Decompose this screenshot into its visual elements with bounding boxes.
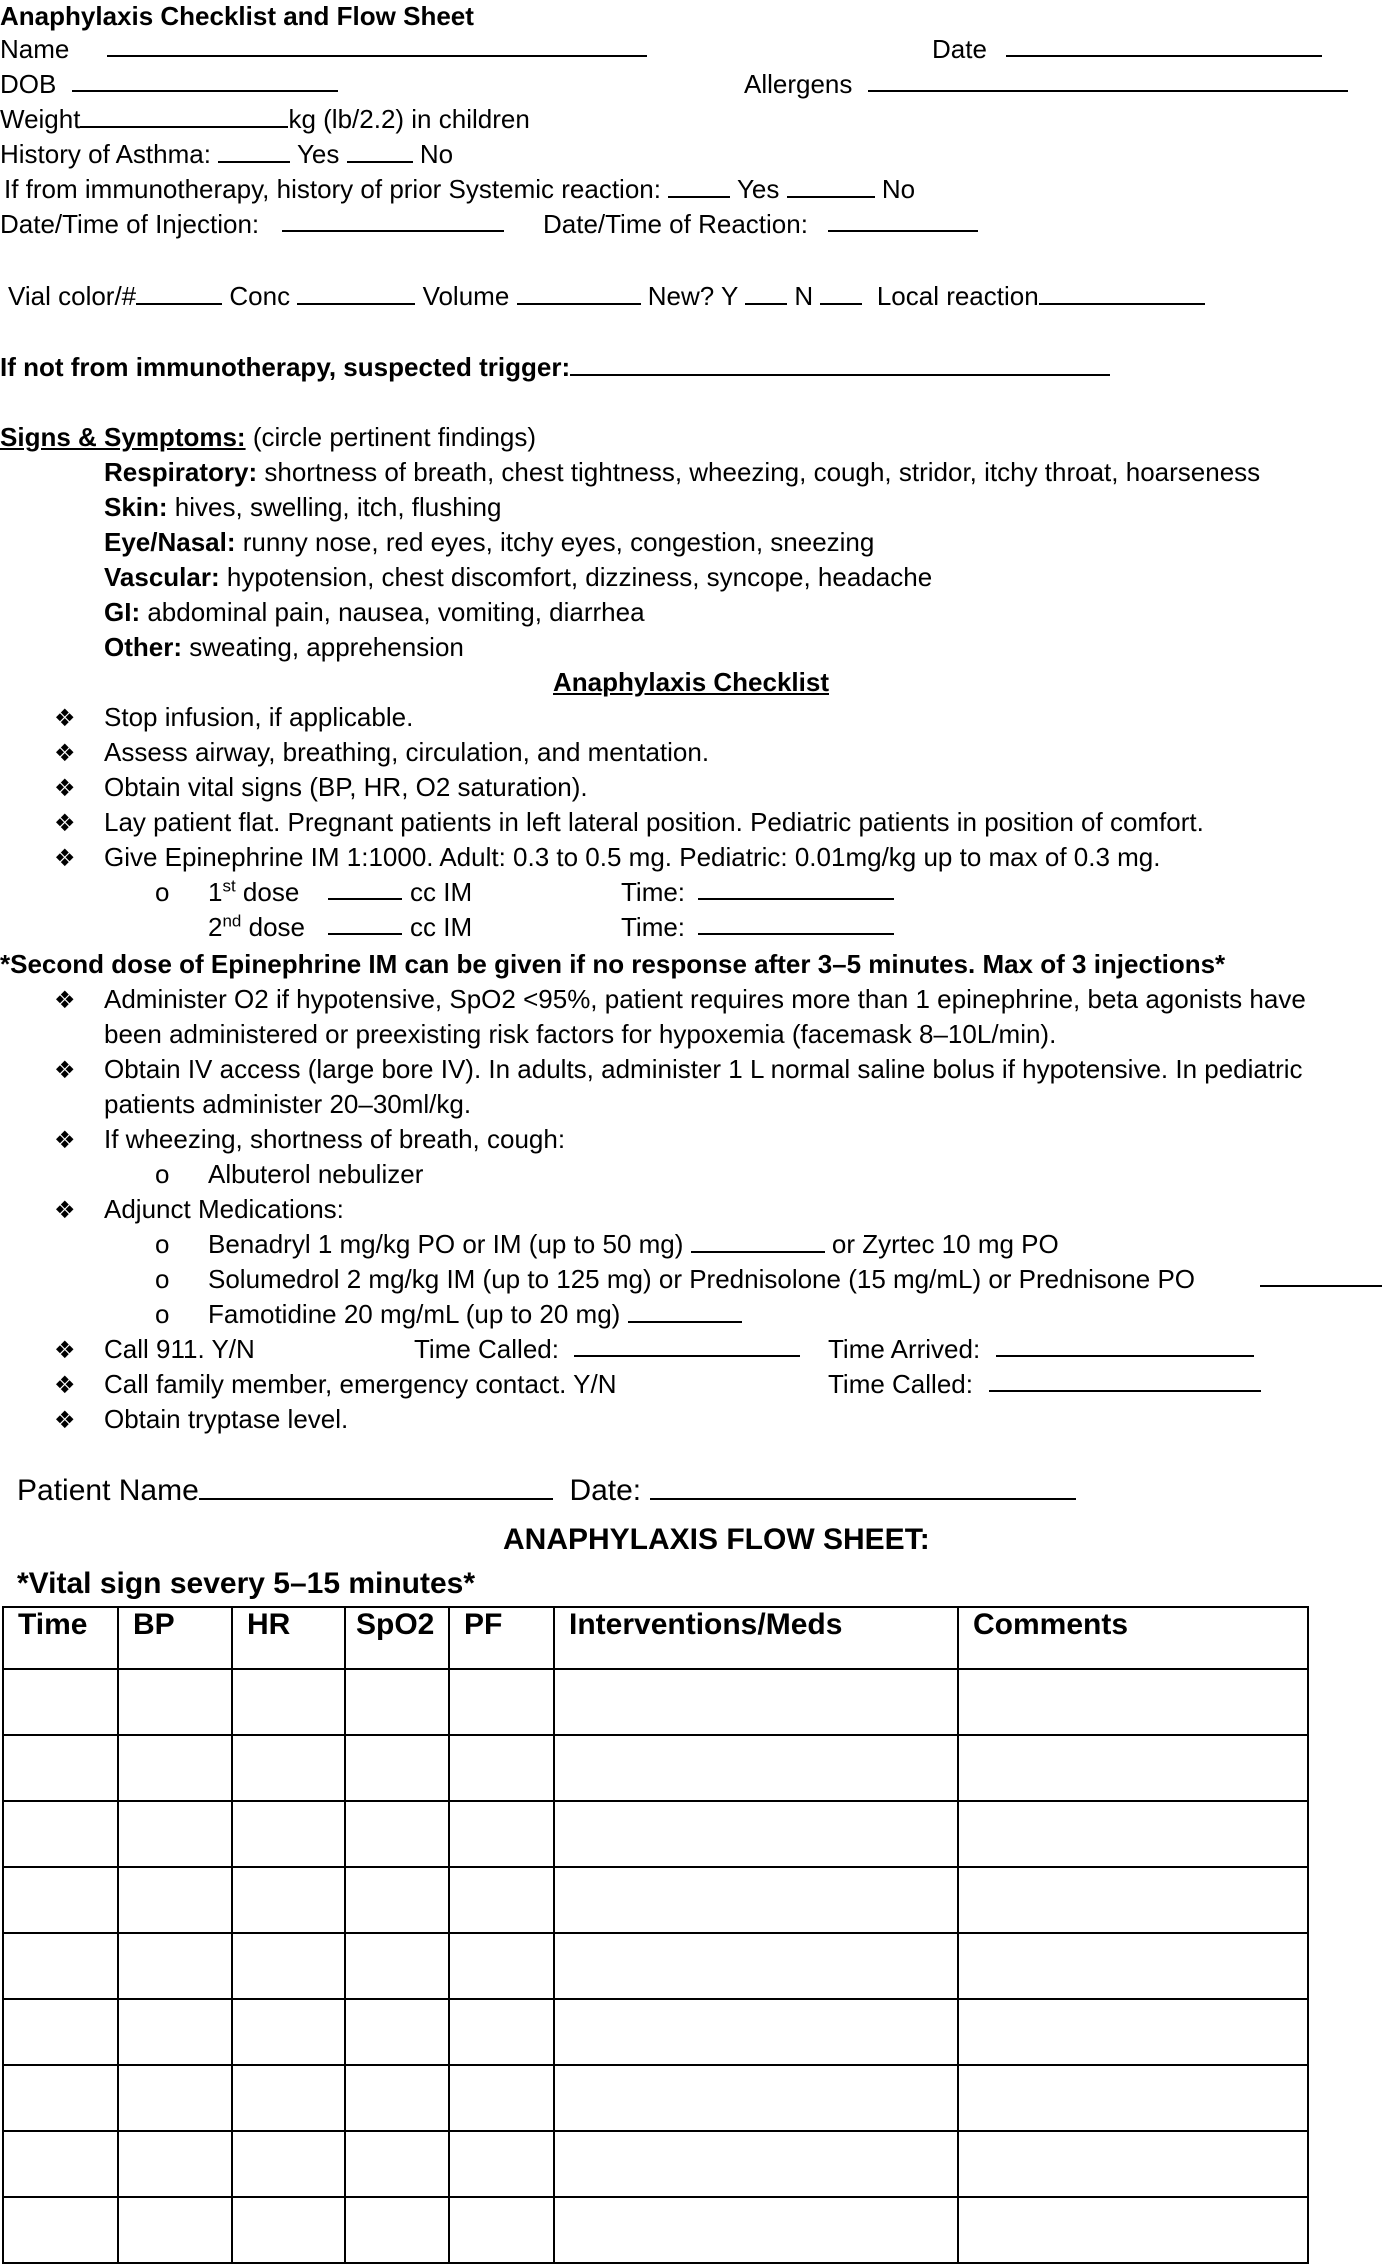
immuno-label: If from immunotherapy, history of prior Systemic reaction:	[4, 174, 661, 204]
table-cell[interactable]	[118, 1801, 232, 1867]
table-cell[interactable]	[554, 2197, 958, 2263]
table-cell[interactable]	[3, 1867, 118, 1933]
table-row	[3, 1933, 1308, 1999]
signs-heading-row	[0, 421, 536, 453]
flow-sheet-table	[2, 1606, 1309, 2264]
sub-bullet-icon: o	[155, 1264, 170, 1294]
checklist-vital-signs: Obtain vital signs (BP, HR, O2 saturation).	[104, 772, 588, 802]
table-row	[3, 1735, 1308, 1801]
dose2-time-label: Time:	[621, 912, 686, 942]
immuno-row	[4, 173, 915, 205]
call911-time-called-field[interactable]	[574, 1333, 800, 1357]
checklist-iv-line2: patients administer 20–30ml/kg.	[104, 1089, 472, 1119]
family-contact-label: Call family member, emergency contact. Y/N	[104, 1369, 617, 1399]
bullet-icon: ❖	[54, 1057, 76, 1084]
symptom-gi[interactable]: GI: abdominal pain, nausea, vomiting, diarrhea	[104, 597, 645, 627]
table-cell[interactable]	[958, 1933, 1308, 1999]
patient-name-row	[17, 1472, 1076, 1509]
checklist-epinephrine: Give Epinephrine IM 1:1000. Adult: 0.3 to 0.5 mg. Pediatric: 0.01mg/kg up to max of 0.3 mg.	[104, 842, 1161, 872]
asthma-row	[0, 138, 453, 170]
immuno-no-label: No	[881, 174, 916, 204]
local-reaction-field[interactable]	[1039, 281, 1205, 305]
immuno-yes-field[interactable]	[668, 174, 730, 198]
table-cell[interactable]	[3, 1933, 118, 1999]
table-cell[interactable]	[345, 1999, 449, 2065]
table-cell[interactable]	[3, 1735, 118, 1801]
benadryl-field[interactable]	[691, 1229, 825, 1253]
reaction-field[interactable]	[828, 208, 978, 232]
flow-sheet-heading: ANAPHYLAXIS FLOW SHEET:	[503, 1523, 930, 1556]
table-cell[interactable]	[345, 1735, 449, 1801]
bullet-icon: ❖	[54, 1127, 76, 1154]
date-label: Date	[932, 34, 987, 64]
new-yes-field[interactable]	[745, 281, 787, 305]
table-cell[interactable]	[118, 1999, 232, 2065]
table-row	[3, 1867, 1308, 1933]
table-cell[interactable]	[345, 2197, 449, 2263]
table-cell[interactable]	[554, 1669, 958, 1735]
sub-bullet-icon: o	[155, 1159, 170, 1189]
table-cell[interactable]	[449, 1669, 554, 1735]
flow-date-field[interactable]	[650, 1472, 1076, 1500]
name-row	[0, 33, 69, 65]
sub-bullet-icon: o	[155, 877, 170, 907]
trigger-label: If not from immunotherapy, suspected trigger:	[0, 352, 571, 382]
table-cell[interactable]	[118, 1735, 232, 1801]
time-arrived-label: Time Arrived:	[828, 1334, 981, 1364]
conc-field[interactable]	[297, 281, 415, 305]
solumedrol-field[interactable]	[1260, 1263, 1382, 1287]
signs-note: (circle pertinent findings)	[245, 422, 537, 452]
table-cell[interactable]	[554, 2131, 958, 2197]
volume-label: Volume	[422, 281, 510, 311]
dose1-label: 1st dose	[208, 876, 300, 907]
dose1-time-field[interactable]	[698, 876, 894, 900]
famotidine-row	[208, 1298, 742, 1330]
second-dose-note: *Second dose of Epinephrine IM can be given if no response after 3–5 minutes. Max of 3 injections*	[0, 949, 1226, 979]
table-cell[interactable]	[232, 2197, 345, 2263]
table-cell[interactable]	[232, 1669, 345, 1735]
allergens-label: Allergens	[744, 69, 853, 99]
table-cell[interactable]	[958, 1999, 1308, 2065]
symptom-eye-nasal[interactable]: Eye/Nasal: runny nose, red eyes, itchy eyes, congestion, sneezing	[104, 527, 875, 557]
table-cell[interactable]	[958, 1801, 1308, 1867]
weight-field[interactable]	[80, 104, 288, 128]
table-cell[interactable]	[449, 1933, 554, 1999]
table-row	[3, 2131, 1308, 2197]
table-cell[interactable]	[554, 2065, 958, 2131]
column-header-pf: PF	[449, 1607, 554, 1669]
table-cell[interactable]	[232, 2131, 345, 2197]
table-cell[interactable]	[232, 1801, 345, 1867]
dose2-cc-label: cc IM	[410, 912, 473, 942]
name-label: Name	[0, 34, 70, 64]
vital-sign-note: *Vital sign severy 5–15 minutes*	[17, 1567, 476, 1600]
dose2-label: 2nd dose	[208, 911, 305, 942]
patient-name-label: Patient Name	[17, 1474, 199, 1507]
column-header-interventions: Interventions/Meds	[554, 1607, 958, 1669]
time-arrived-field[interactable]	[996, 1333, 1254, 1357]
table-cell[interactable]	[554, 1867, 958, 1933]
table-row	[3, 1999, 1308, 2065]
trigger-row	[0, 351, 1110, 383]
symptom-skin[interactable]: Skin: hives, swelling, itch, flushing	[104, 492, 502, 522]
table-cell[interactable]	[345, 2065, 449, 2131]
bullet-icon: ❖	[54, 810, 76, 837]
table-cell[interactable]	[345, 2131, 449, 2197]
zyrtec-label: or Zyrtec 10 mg PO	[824, 1229, 1059, 1259]
checklist-adjunct: Adjunct Medications:	[104, 1194, 344, 1224]
bullet-icon: ❖	[54, 1407, 76, 1434]
new-label: New? Y	[647, 281, 738, 311]
table-cell[interactable]	[118, 1933, 232, 1999]
table-cell[interactable]	[232, 1999, 345, 2065]
table-cell[interactable]	[118, 2065, 232, 2131]
bullet-icon: ❖	[54, 987, 76, 1014]
table-cell[interactable]	[3, 1669, 118, 1735]
dob-label: DOB	[0, 69, 57, 99]
table-cell[interactable]	[118, 2131, 232, 2197]
dose2-time-field[interactable]	[698, 911, 894, 935]
table-cell[interactable]	[232, 2065, 345, 2131]
signs-heading: Signs & Symptoms:	[0, 422, 246, 452]
call911-label: Call 911. Y/N	[104, 1334, 255, 1364]
checklist-wheezing: If wheezing, shortness of breath, cough:	[104, 1124, 566, 1154]
table-cell[interactable]	[232, 1867, 345, 1933]
table-cell[interactable]	[958, 1867, 1308, 1933]
vial-row	[8, 280, 1205, 312]
call911-time-called-label: Time Called:	[414, 1334, 559, 1364]
table-cell[interactable]	[554, 1999, 958, 2065]
table-cell[interactable]	[345, 1801, 449, 1867]
volume-field[interactable]	[517, 281, 641, 305]
table-row	[3, 1801, 1308, 1867]
checklist-albuterol: Albuterol nebulizer	[208, 1159, 424, 1189]
asthma-label: History of Asthma:	[0, 139, 211, 169]
family-time-called-field[interactable]	[989, 1368, 1261, 1392]
table-cell[interactable]	[449, 2197, 554, 2263]
table-cell[interactable]	[232, 1933, 345, 1999]
table-cell[interactable]	[345, 1933, 449, 1999]
symptom-other[interactable]: Other: sweating, apprehension	[104, 632, 464, 662]
flow-date-label: Date:	[569, 1474, 642, 1507]
benadryl-label: Benadryl 1 mg/kg PO or IM (up to 50 mg)	[208, 1229, 684, 1259]
vial-label: Vial color/#	[8, 281, 137, 311]
table-cell[interactable]	[958, 1735, 1308, 1801]
table-cell[interactable]	[958, 2131, 1308, 2197]
allergens-field[interactable]	[868, 68, 1348, 92]
table-cell[interactable]	[118, 1867, 232, 1933]
weight-suffix: kg (lb/2.2) in children	[288, 104, 530, 134]
dose1-cc-field[interactable]	[328, 876, 402, 900]
bullet-icon: ❖	[54, 1337, 76, 1364]
table-cell[interactable]	[232, 1735, 345, 1801]
bullet-icon: ❖	[54, 1197, 76, 1224]
injection-label: Date/Time of Injection:	[0, 209, 260, 239]
table-cell[interactable]	[449, 1867, 554, 1933]
checklist-iv-line1: Obtain IV access (large bore IV). In adults, administer 1 L normal saline bolus if hypotensive. In pediatric	[104, 1054, 1303, 1084]
local-reaction-label: Local reaction	[876, 281, 1039, 311]
date-field[interactable]	[1006, 33, 1322, 57]
table-cell[interactable]	[345, 1867, 449, 1933]
immuno-no-field[interactable]	[787, 174, 875, 198]
dose2-cc-field[interactable]	[328, 911, 402, 935]
table-cell[interactable]	[554, 1801, 958, 1867]
bullet-icon: ❖	[54, 740, 76, 767]
table-cell[interactable]	[118, 1669, 232, 1735]
table-cell[interactable]	[449, 1999, 554, 2065]
famotidine-field[interactable]	[628, 1299, 742, 1323]
asthma-no-field[interactable]	[347, 139, 413, 163]
column-header-spo2: SpO2	[345, 1607, 449, 1669]
dob-field[interactable]	[72, 68, 338, 92]
asthma-no-label: No	[419, 139, 454, 169]
vial-field[interactable]	[136, 281, 222, 305]
new-no-label: N	[794, 281, 814, 311]
column-header-bp: BP	[118, 1607, 232, 1669]
famotidine-label: Famotidine 20 mg/mL (up to 20 mg)	[208, 1299, 621, 1329]
weight-row	[0, 103, 530, 135]
checklist-tryptase: Obtain tryptase level.	[104, 1404, 349, 1434]
benadryl-row	[208, 1228, 1059, 1260]
table-row	[3, 2197, 1308, 2263]
table-cell[interactable]	[449, 1801, 554, 1867]
table-cell[interactable]	[958, 1669, 1308, 1735]
reaction-label: Date/Time of Reaction:	[543, 209, 808, 239]
bullet-icon: ❖	[54, 775, 76, 802]
table-cell[interactable]	[449, 2065, 554, 2131]
table-cell[interactable]	[958, 2065, 1308, 2131]
checklist-stop-infusion: Stop infusion, if applicable.	[104, 702, 414, 732]
checklist-heading: Anaphylaxis Checklist	[553, 667, 829, 697]
immuno-yes-label: Yes	[736, 174, 780, 204]
table-cell[interactable]	[118, 2197, 232, 2263]
patient-name-field[interactable]	[199, 1472, 553, 1500]
new-no-field[interactable]	[820, 281, 862, 305]
checklist-o2-line1: Administer O2 if hypotensive, SpO2 <95%, patient requires more than 1 epinephrine, beta agonists have	[104, 984, 1306, 1014]
table-row	[3, 1669, 1308, 1735]
bullet-icon: ❖	[54, 845, 76, 872]
dose1-cc-label: cc IM	[410, 877, 473, 907]
table-cell[interactable]	[3, 2197, 118, 2263]
table-cell[interactable]	[554, 1735, 958, 1801]
sub-bullet-icon: o	[155, 1299, 170, 1329]
table-cell[interactable]	[345, 1669, 449, 1735]
conc-label: Conc	[229, 281, 291, 311]
column-header-time: Time	[3, 1607, 118, 1669]
name-field[interactable]	[107, 33, 647, 57]
asthma-yes-label: Yes	[296, 139, 340, 169]
table-cell[interactable]	[958, 2197, 1308, 2263]
sub-bullet-icon: o	[155, 1229, 170, 1259]
symptom-vascular[interactable]: Vascular: hypotension, chest discomfort, dizziness, syncope, headache	[104, 562, 933, 592]
bullet-icon: ❖	[54, 1372, 76, 1399]
column-header-comments: Comments	[958, 1607, 1308, 1669]
table-header-row	[3, 1607, 1308, 1669]
table-cell[interactable]	[554, 1933, 958, 1999]
checklist-o2-line2: been administered or preexisting risk factors for hypoxemia (facemask 8–10L/min).	[104, 1019, 1057, 1049]
table-row	[3, 2065, 1308, 2131]
injection-field[interactable]	[282, 208, 504, 232]
checklist-lay-flat: Lay patient flat. Pregnant patients in left lateral position. Pediatric patients in position of comfort.	[104, 807, 1204, 837]
column-header-hr: HR	[232, 1607, 345, 1669]
asthma-yes-field[interactable]	[218, 139, 290, 163]
table-cell[interactable]	[449, 2131, 554, 2197]
bullet-icon: ❖	[54, 705, 76, 732]
weight-label: Weight	[0, 104, 81, 134]
dose1-time-label: Time:	[621, 877, 686, 907]
trigger-field[interactable]	[570, 352, 1110, 376]
symptom-respiratory[interactable]: Respiratory: shortness of breath, chest tightness, wheezing, cough, stridor, itchy throat, hoarseness	[104, 457, 1261, 487]
form-title: Anaphylaxis Checklist and Flow Sheet	[0, 1, 474, 31]
table-cell[interactable]	[3, 2131, 118, 2197]
table-cell[interactable]	[3, 1999, 118, 2065]
table-cell[interactable]	[3, 2065, 118, 2131]
table-cell[interactable]	[3, 1801, 118, 1867]
checklist-assess-airway: Assess airway, breathing, circulation, and mentation.	[104, 737, 710, 767]
solumedrol-label: Solumedrol 2 mg/kg IM (up to 125 mg) or Prednisolone (15 mg/mL) or Prednisone PO	[208, 1264, 1196, 1294]
table-cell[interactable]	[449, 1735, 554, 1801]
family-time-called-label: Time Called:	[828, 1369, 973, 1399]
